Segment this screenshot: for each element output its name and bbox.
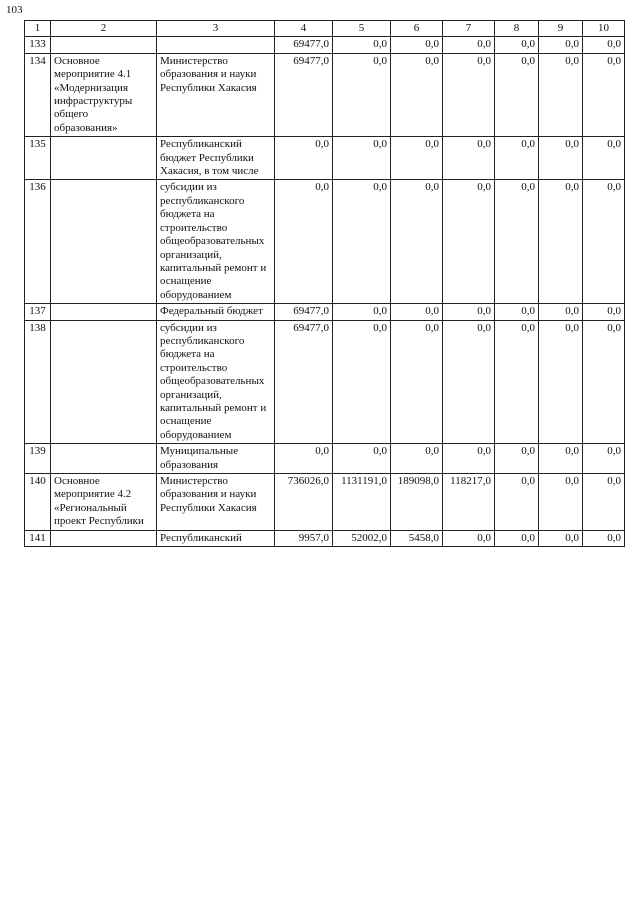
value-cell: 0,0	[495, 180, 539, 304]
value-cell: 69477,0	[275, 37, 333, 53]
value-cell: 118217,0	[443, 474, 495, 531]
value-cell: 0,0	[391, 37, 443, 53]
column-number-2: 2	[51, 21, 157, 37]
budget-table	[24, 20, 625, 547]
column-number-8: 8	[495, 21, 539, 37]
table-row	[25, 530, 625, 546]
funding-source: Министерство образования и науки Республики Хакасия	[157, 53, 275, 136]
value-cell: 0,0	[495, 444, 539, 474]
value-cell: 0,0	[583, 53, 625, 136]
value-cell: 0,0	[443, 53, 495, 136]
value-cell: 1131191,0	[333, 474, 391, 531]
value-cell: 52002,0	[333, 530, 391, 546]
funding-source: Республиканский бюджет Республики Хакасия, в том числе	[157, 137, 275, 180]
value-cell: 69477,0	[275, 320, 333, 444]
value-cell: 0,0	[333, 304, 391, 320]
row-number: 139	[25, 444, 51, 474]
value-cell: 0,0	[391, 180, 443, 304]
column-number-1: 1	[25, 21, 51, 37]
value-cell: 0,0	[391, 304, 443, 320]
value-cell: 0,0	[275, 137, 333, 180]
value-cell: 0,0	[443, 37, 495, 53]
value-cell: 0,0	[539, 320, 583, 444]
value-cell: 0,0	[539, 180, 583, 304]
value-cell: 9957,0	[275, 530, 333, 546]
value-cell: 0,0	[333, 444, 391, 474]
value-cell: 69477,0	[275, 304, 333, 320]
table-row	[25, 320, 625, 444]
value-cell: 0,0	[539, 444, 583, 474]
value-cell: 0,0	[539, 137, 583, 180]
row-number: 133	[25, 37, 51, 53]
table-row	[25, 180, 625, 304]
event-name	[51, 444, 157, 474]
funding-source: Муниципальные образования	[157, 444, 275, 474]
table-row	[25, 37, 625, 53]
event-name	[51, 320, 157, 444]
value-cell: 0,0	[583, 37, 625, 53]
table-row	[25, 137, 625, 180]
row-number: 140	[25, 474, 51, 531]
value-cell: 0,0	[391, 320, 443, 444]
value-cell: 0,0	[539, 474, 583, 531]
value-cell: 0,0	[495, 37, 539, 53]
value-cell: 0,0	[495, 53, 539, 136]
page-number: 103	[6, 4, 23, 16]
value-cell: 0,0	[583, 444, 625, 474]
value-cell: 0,0	[391, 444, 443, 474]
value-cell: 0,0	[391, 137, 443, 180]
row-number: 136	[25, 180, 51, 304]
value-cell: 0,0	[583, 320, 625, 444]
value-cell: 0,0	[443, 304, 495, 320]
value-cell: 0,0	[495, 137, 539, 180]
funding-source: Министерство образования и науки Республики Хакасия	[157, 474, 275, 531]
value-cell: 0,0	[275, 444, 333, 474]
value-cell: 0,0	[495, 474, 539, 531]
value-cell: 0,0	[333, 180, 391, 304]
value-cell: 0,0	[275, 180, 333, 304]
value-cell: 69477,0	[275, 53, 333, 136]
table-row	[25, 444, 625, 474]
value-cell: 0,0	[495, 530, 539, 546]
event-name	[51, 137, 157, 180]
funding-source: Федеральный бюджет	[157, 304, 275, 320]
row-number: 137	[25, 304, 51, 320]
column-number-6: 6	[391, 21, 443, 37]
value-cell: 189098,0	[391, 474, 443, 531]
value-cell: 0,0	[391, 53, 443, 136]
column-number-3: 3	[157, 21, 275, 37]
value-cell: 0,0	[333, 53, 391, 136]
header-row	[25, 21, 625, 37]
column-number-9: 9	[539, 21, 583, 37]
value-cell: 0,0	[539, 53, 583, 136]
value-cell: 0,0	[443, 180, 495, 304]
event-name	[51, 180, 157, 304]
table-row	[25, 53, 625, 136]
event-name: Основное мероприятие 4.1 «Модернизация инфраструктуры общего образования»	[51, 53, 157, 136]
value-cell: 0,0	[539, 530, 583, 546]
column-number-4: 4	[275, 21, 333, 37]
column-number-5: 5	[333, 21, 391, 37]
value-cell: 0,0	[583, 180, 625, 304]
value-cell: 0,0	[583, 137, 625, 180]
value-cell: 0,0	[583, 530, 625, 546]
value-cell: 0,0	[443, 137, 495, 180]
row-number: 138	[25, 320, 51, 444]
funding-source: субсидии из республиканского бюджета на строительство общеобразовательных организаций, капитальный ремонт и оснащение оборудованием	[157, 320, 275, 444]
funding-source	[157, 37, 275, 53]
event-name	[51, 530, 157, 546]
value-cell: 736026,0	[275, 474, 333, 531]
value-cell: 0,0	[539, 304, 583, 320]
value-cell: 0,0	[583, 474, 625, 531]
value-cell: 0,0	[495, 304, 539, 320]
funding-source: Республиканский	[157, 530, 275, 546]
value-cell: 0,0	[539, 37, 583, 53]
value-cell: 0,0	[443, 444, 495, 474]
column-number-7: 7	[443, 21, 495, 37]
row-number: 135	[25, 137, 51, 180]
value-cell: 5458,0	[391, 530, 443, 546]
row-number: 134	[25, 53, 51, 136]
column-number-10: 10	[583, 21, 625, 37]
value-cell: 0,0	[583, 304, 625, 320]
event-name: Основное мероприятие 4.2 «Региональный проект Республики	[51, 474, 157, 531]
value-cell: 0,0	[333, 320, 391, 444]
event-name	[51, 37, 157, 53]
table-row	[25, 304, 625, 320]
funding-source: субсидии из республиканского бюджета на строительство общеобразовательных организаций, капитальный ремонт и оснащение оборудованием	[157, 180, 275, 304]
event-name	[51, 304, 157, 320]
value-cell: 0,0	[443, 530, 495, 546]
table-row	[25, 474, 625, 531]
row-number: 141	[25, 530, 51, 546]
value-cell: 0,0	[495, 320, 539, 444]
value-cell: 0,0	[443, 320, 495, 444]
value-cell: 0,0	[333, 37, 391, 53]
value-cell: 0,0	[333, 137, 391, 180]
